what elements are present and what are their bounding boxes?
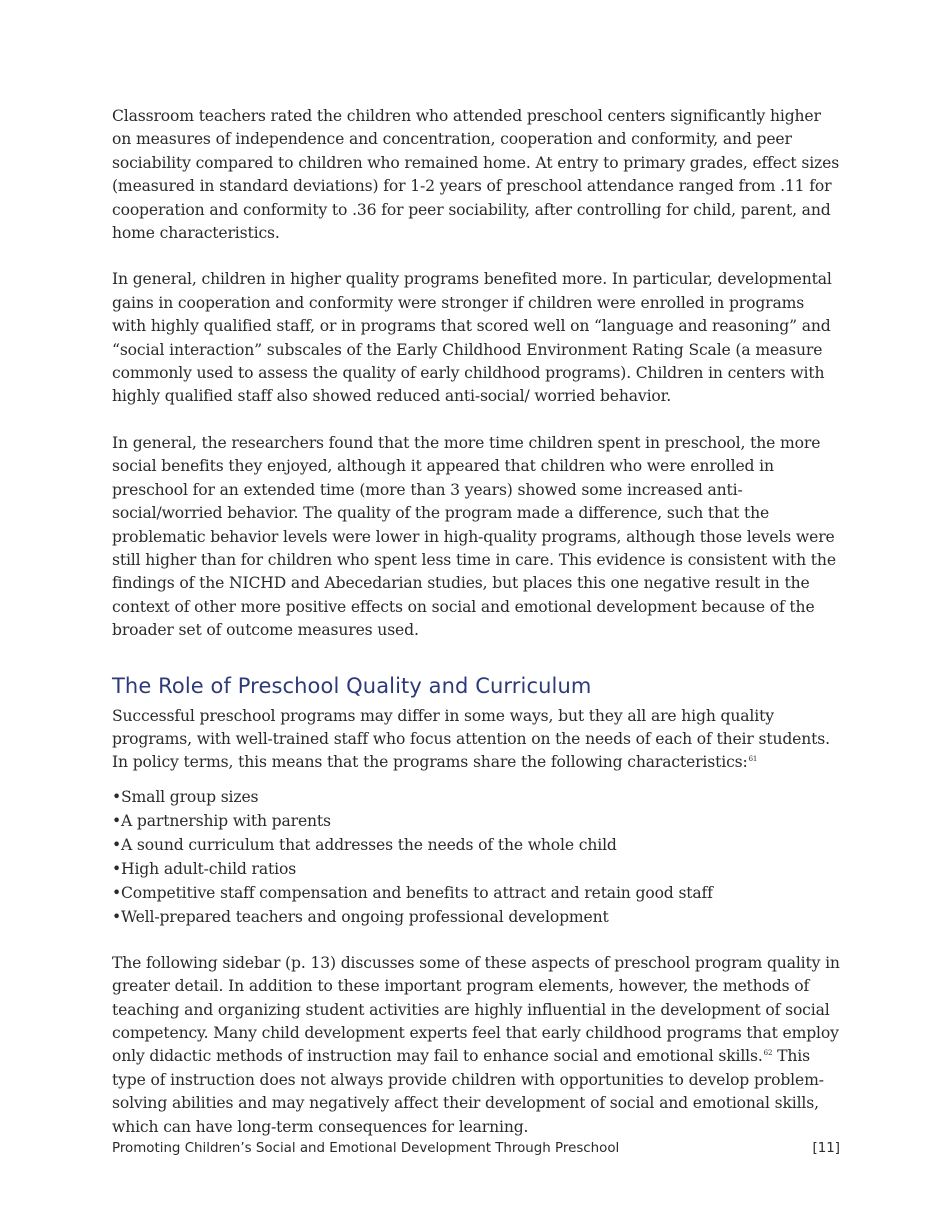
- document-body: [112, 105, 840, 1139]
- list-item: [112, 857, 840, 881]
- bullet-icon: •: [112, 811, 122, 830]
- list-item-text: A partnership with parents: [121, 811, 331, 830]
- footnote-61: 61: [748, 755, 758, 764]
- list-item-text: A sound curriculum that addresses the needs of the whole child: [121, 835, 617, 854]
- page-footer: [112, 1141, 840, 1156]
- list-item: [112, 905, 840, 929]
- list-item: [112, 809, 840, 833]
- footer-title: Promoting Children’s Social and Emotional Development Through Preschool: [112, 1141, 620, 1156]
- bullet-icon: •: [112, 787, 122, 806]
- bullet-icon: •: [112, 907, 122, 926]
- section-heading: The Role of Preschool Quality and Curriculum: [112, 673, 592, 698]
- list-item-text: Small group sizes: [121, 787, 259, 806]
- list-item-text: High adult-child ratios: [121, 859, 297, 878]
- list-item-text: Well-prepared teachers and ongoing professional development: [121, 907, 609, 926]
- page-number: [11]: [812, 1141, 840, 1156]
- list-item-text: Competitive staff compensation and benefits to attract and retain good staff: [121, 883, 713, 902]
- bullet-icon: •: [112, 835, 122, 854]
- paragraph-sidebar-reference: [112, 952, 840, 1139]
- closing-text-part1: The following sidebar (p. 13) discusses some of these aspects of preschool program quality in greater detail. In addition to these important program elements, however, the methods of teaching and organizing student activities are highly influential in the development of social competency. Many child development experts feel that early childhood programs that employ only didactic methods of instruction may fail to enhance social and emotional skills.: [112, 953, 840, 1066]
- list-item: [112, 785, 840, 809]
- paragraph-program-quality: In general, children in higher quality programs benefited more. In particular, developmental gains in cooperation and conformity were stronger if children were enrolled in programs with highly qualified staff, or in programs that scored well on “language and reasoning” and “social interaction” subscales of the Early Childhood Environment Rating Scale (a measure commonly used to assess the quality of early childhood programs). Children in centers with highly qualified staff also showed reduced anti-social/ worried behavior.: [112, 270, 832, 406]
- list-item: [112, 881, 840, 905]
- list-item: [112, 833, 840, 857]
- section-intro-text: Successful preschool programs may differ in some ways, but they all are high quality programs, with well-trained staff who focus attention on the needs of each of their students. In policy terms, this means that the programs share the following characteristics:: [112, 706, 830, 772]
- paragraph-teacher-ratings: Classroom teachers rated the children who attended preschool centers significantly higher on measures of independence and concentration, cooperation and conformity, and peer sociability compared to children who remained home. At entry to primary grades, effect sizes (measured in standard deviations) for 1-2 years of preschool attendance ranged from .11 for cooperation and conformity to .36 for peer sociability, after controlling for child, parent, and home characteristics.: [112, 107, 840, 243]
- paragraph-time-in-preschool: In general, the researchers found that the more time children spent in preschool, the more social benefits they enjoyed, although it appeared that children who were enrolled in preschool for an extended time (more than 3 years) showed some increased anti-social/worried behavior. The quality of the program made a difference, such that the problematic behavior levels were lower in high-quality programs, although those levels were still higher than for children who spent less time in care. This evidence is consistent with the findings of the NICHD and Abecedarian studies, but places this one negative result in the context of other more positive effects on social and emotional development because of the broader set of outcome measures used.: [112, 433, 836, 640]
- footnote-62: 62: [763, 1049, 773, 1058]
- paragraph-section-intro: [112, 705, 840, 775]
- bullet-icon: •: [112, 883, 122, 902]
- bullet-icon: •: [112, 859, 122, 878]
- closing-text-part2: This type of instruction does not always provide children with opportunities to develop problem-solving abilities and may negatively affect their development of social and emotional skills, which can have long-term consequences for learning.: [112, 1047, 824, 1136]
- characteristics-list: [112, 785, 840, 929]
